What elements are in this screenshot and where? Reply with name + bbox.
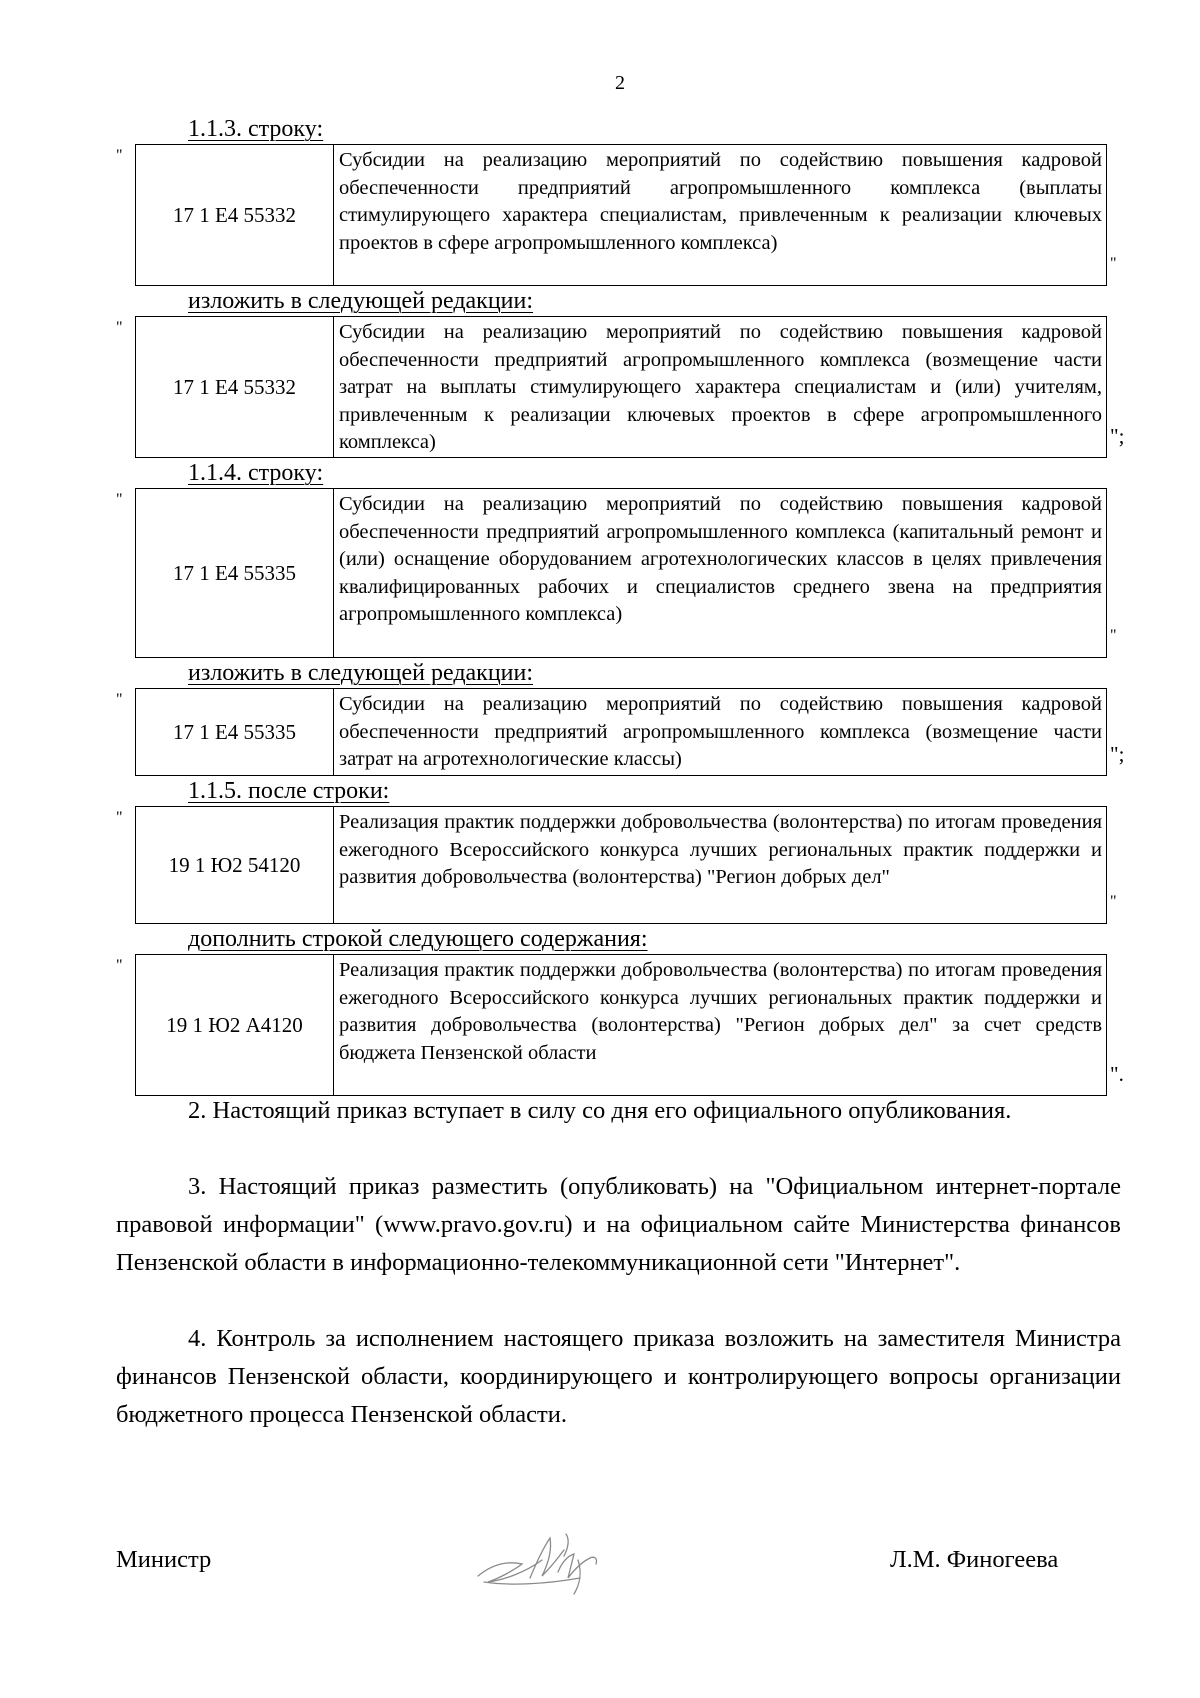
budget-description: Субсидии на реализацию мероприятий по содействию повышения кадровой обеспеченности предприятий агропромышленного комплекса (возмещение части затрат на агротехнологические классы)	[339, 693, 1102, 770]
close-quote: "	[1110, 255, 1117, 272]
open-quote: "	[116, 319, 123, 336]
paragraph-4: 4. Контроль за исполнением настоящего приказа возложить на заместителя Министра финансов Пензенской области, координирующего и контролирующего вопросы организации бюджетного процесса Пензенской области.	[116, 1325, 1121, 1428]
signatory-name: Л.М. Финогеева	[890, 1546, 1059, 1573]
paragraph-2: 2. Настоящий приказ вступает в силу со дня его официального опубликования.	[188, 1097, 1012, 1124]
close-quote: "	[1110, 893, 1117, 910]
budget-row-old-1	[135, 144, 1107, 286]
budget-description: Субсидии на реализацию мероприятий по содействию повышения кадровой обеспеченности предприятий агропромышленного комплекса (выплаты стимулирующего характера специалистам, привлеченным к реализации ключевых проектов в сфере агропромышленного комплекса)	[339, 149, 1102, 254]
budget-code: 17 1 Е4 55335	[136, 689, 334, 775]
budget-description: Реализация практик поддержки добровольчества (волонтерства) по итогам проведения ежегодного Всероссийского конкурса лучших региональных практик поддержки и развития добровольчества (волонтерства) "Регион добрых дел" за счет средств бюджета Пензенской области	[339, 959, 1102, 1064]
section-heading-replace-1: изложить в следующей редакции:	[188, 288, 534, 314]
open-quote: "	[116, 491, 123, 508]
budget-row-new-1	[135, 316, 1107, 458]
section-heading-add: дополнить строкой следующего содержания:	[188, 926, 648, 952]
page-number: 2	[615, 72, 625, 94]
open-quote: "	[116, 957, 123, 974]
budget-row-new-3	[135, 954, 1107, 1096]
paragraph-3: 3. Настоящий приказ разместить (опубликовать) на "Официальном интернет-портале правовой информации" (www.pravo.gov.ru) и на официальном сайте Министерства финансов Пензенской области в информационно-телекоммуникационной сети "Интернет".	[116, 1173, 1121, 1276]
budget-description: Субсидии на реализацию мероприятий по содействию повышения кадровой обеспеченности предприятий агропромышленного комплекса (возмещение части затрат на выплаты стимулирующего характера специалистам и (или) учителям, привлеченным к реализации ключевых проектов в сфере агропромышленного комплекса)	[339, 321, 1102, 453]
open-quote: "	[116, 147, 123, 164]
close-quote-period: ".	[1110, 1062, 1124, 1086]
budget-description: Реализация практик поддержки добровольчества (волонтерства) по итогам проведения ежегодного Всероссийского конкурса лучших региональных практик поддержки и развития добровольчества (волонтерства) "Регион добрых дел"	[339, 811, 1102, 888]
section-heading-replace-2: изложить в следующей редакции:	[188, 660, 534, 686]
section-heading-1-1-4: 1.1.4. строку:	[188, 460, 324, 486]
budget-description: Субсидии на реализацию мероприятий по содействию повышения кадровой обеспеченности предприятий агропромышленного комплекса (капитальный ремонт и (или) оснащение оборудованием агротехнологических классов в целях привлечения квалифицированных рабочих и специалистов среднего звена на предприятия агропромышленного комплекса)	[339, 493, 1102, 625]
close-quote: "	[1110, 627, 1117, 644]
open-quote: "	[116, 691, 123, 708]
budget-code: 17 1 Е4 55332	[136, 145, 334, 285]
budget-code: 19 1 Ю2 54120	[136, 807, 334, 923]
budget-code: 17 1 Е4 55332	[136, 317, 334, 457]
close-quote-semicolon: ";	[1110, 742, 1125, 766]
handwritten-signature	[470, 1520, 620, 1600]
section-heading-1-1-5: 1.1.5. после строки:	[188, 778, 390, 804]
budget-row-old-3	[135, 806, 1107, 924]
close-quote-semicolon: ";	[1110, 424, 1125, 448]
section-heading-1-1-3: 1.1.3. строку:	[188, 116, 324, 142]
signatory-position: Министр	[116, 1546, 212, 1573]
budget-row-old-2	[135, 488, 1107, 658]
budget-code: 19 1 Ю2 А4120	[136, 955, 334, 1095]
open-quote: "	[116, 809, 123, 826]
budget-row-new-2	[135, 688, 1107, 776]
budget-code: 17 1 Е4 55335	[136, 489, 334, 657]
